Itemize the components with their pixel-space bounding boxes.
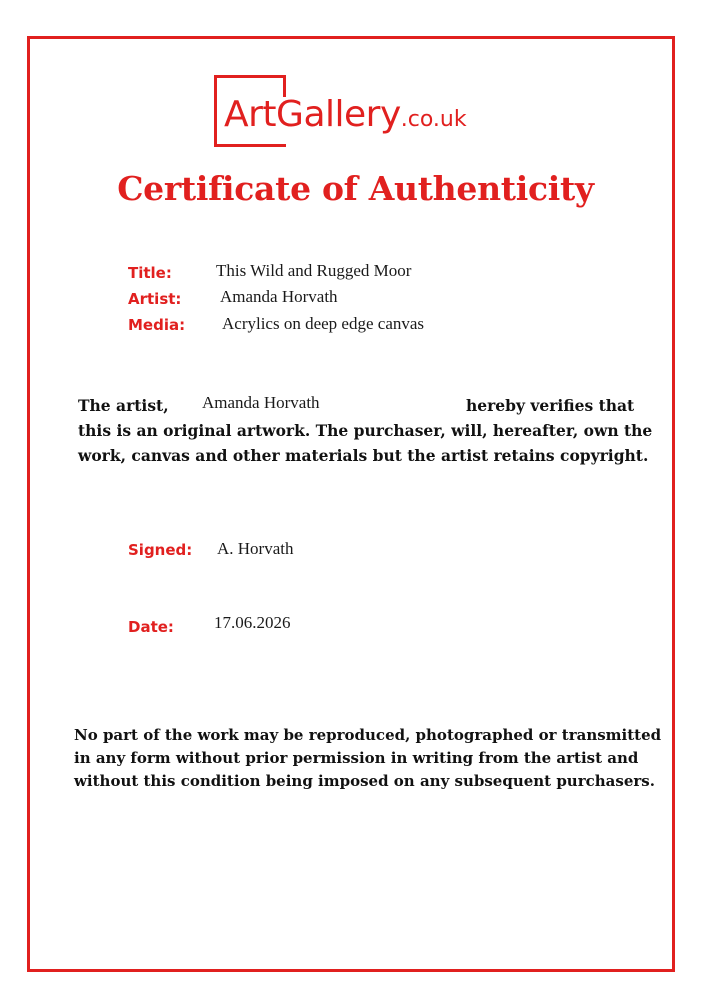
- logo-wordmark: [224, 94, 467, 135]
- title-label: Title:: [128, 264, 172, 282]
- artist-label: Artist:: [128, 290, 182, 308]
- title-value: This Wild and Rugged Moor: [216, 261, 412, 280]
- certificate-heading: Certificate of Authenticity: [117, 169, 594, 208]
- copyright-notice-line-2: in any form without prior permission in writing from the artist and: [74, 749, 639, 767]
- verification-line-3: work, canvas and other materials but the artist retains copyright.: [78, 446, 649, 465]
- verification-artist-name: Amanda Horvath: [202, 393, 320, 412]
- copyright-notice-line-3: without this condition being imposed on any subsequent purchasers.: [74, 772, 655, 790]
- signed-value: A. Horvath: [217, 539, 294, 558]
- media-value: Acrylics on deep edge canvas: [222, 314, 425, 333]
- logo-name: ArtGallery: [224, 94, 401, 135]
- date-value: 17.06.2026: [214, 613, 291, 632]
- copyright-notice-line-1: No part of the work may be reproduced, photographed or transmitted: [74, 726, 662, 744]
- date-label: Date:: [128, 618, 174, 636]
- verification-line-2: this is an original artwork. The purchaser, will, hereafter, own the: [78, 421, 653, 440]
- artist-value: Amanda Horvath: [220, 287, 338, 306]
- verification-prefix: The artist,: [78, 396, 169, 415]
- artgallery-logo: [214, 71, 534, 151]
- logo-domain: .co.uk: [400, 107, 467, 132]
- media-label: Media:: [128, 316, 186, 334]
- signed-label: Signed:: [128, 541, 193, 559]
- verification-suffix: hereby verifies that: [466, 396, 635, 415]
